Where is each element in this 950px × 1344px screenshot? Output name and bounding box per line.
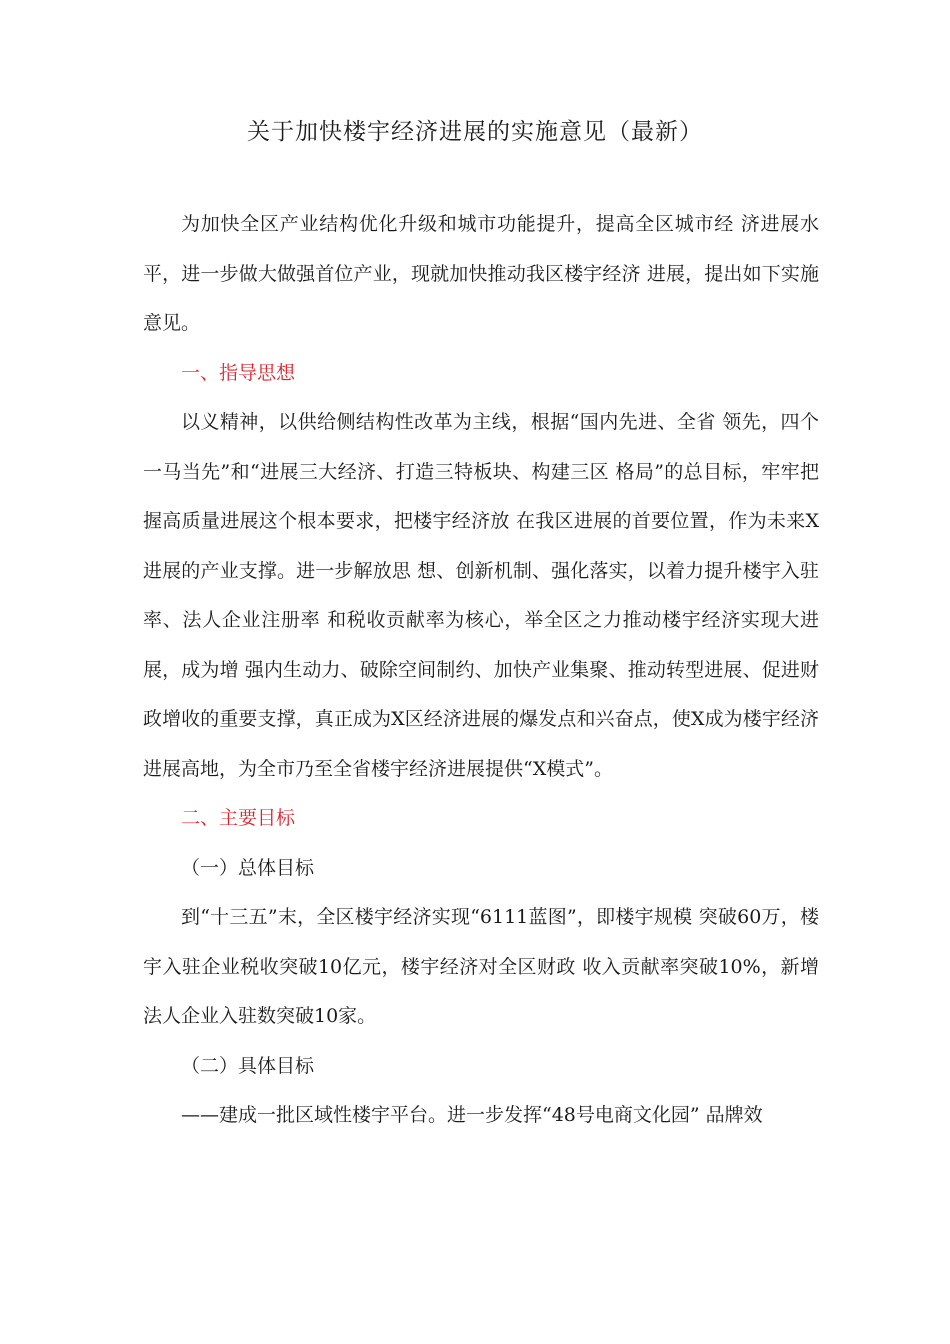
subsection-paragraph-overall-goal: 到“十三五”末，全区楼宇经济实现“6111蓝图”，即楼宇规模 突破60万，楼宇入驻企业税收突破10亿元，楼宇经济对全区财政 收入贡献率突破10%，新增法人企业入驻数突破10家。	[143, 906, 819, 1027]
document-title: 关于加快楼宇经济进展的实施意见（最新）	[247, 119, 703, 145]
section-paragraph-guiding-ideology: 以义精神，以供给侧结构性改革为主线，根据“国内先进、全省 领先，四个一马当先”和“进展三大经济、打造三特板块、构建三区 格局”的总目标，牢牢把握高质量进展这个根本要求，把楼宇经济放 在我区进展的首要位置，作为未来X进展的产业支撑。进一步解放思 想、创新机制、强化落实，以着力提升楼宇入驻率、法人企业注册率 和税收贡献率为核心，举全区之力推动楼宇经济实现大进展，成为增 强内生动力、破除空间制约、加快产业集聚、推动转型进展、促进财 政增收的重要支撑，真正成为X区经济进展的爆发点和兴奋点，使X成为楼宇经济进展高地，为全市乃至全省楼宇经济进展提供“X模式”。	[143, 411, 819, 780]
intro-paragraph: 为加快全区产业结构优化升级和城市功能提升，提高全区城市经 济进展水平，进一步做大做强首位产业，现就加快推动我区楼宇经济 进展，提出如下实施意见。	[143, 213, 819, 334]
section-heading-guiding-ideology: 一、指导思想	[181, 361, 296, 384]
subsection-title-overall-goal: （一）总体目标	[181, 856, 315, 879]
section-heading-main-goals: 二、主要目标	[181, 807, 296, 829]
subsection-title-specific-goals: （二）具体目标	[181, 1054, 315, 1077]
document-body	[143, 200, 819, 1141]
subsection-paragraph-specific-goals: ——建成一批区域性楼宇平台。进一步发挥“48号电商文化园” 品牌效	[181, 1104, 763, 1126]
